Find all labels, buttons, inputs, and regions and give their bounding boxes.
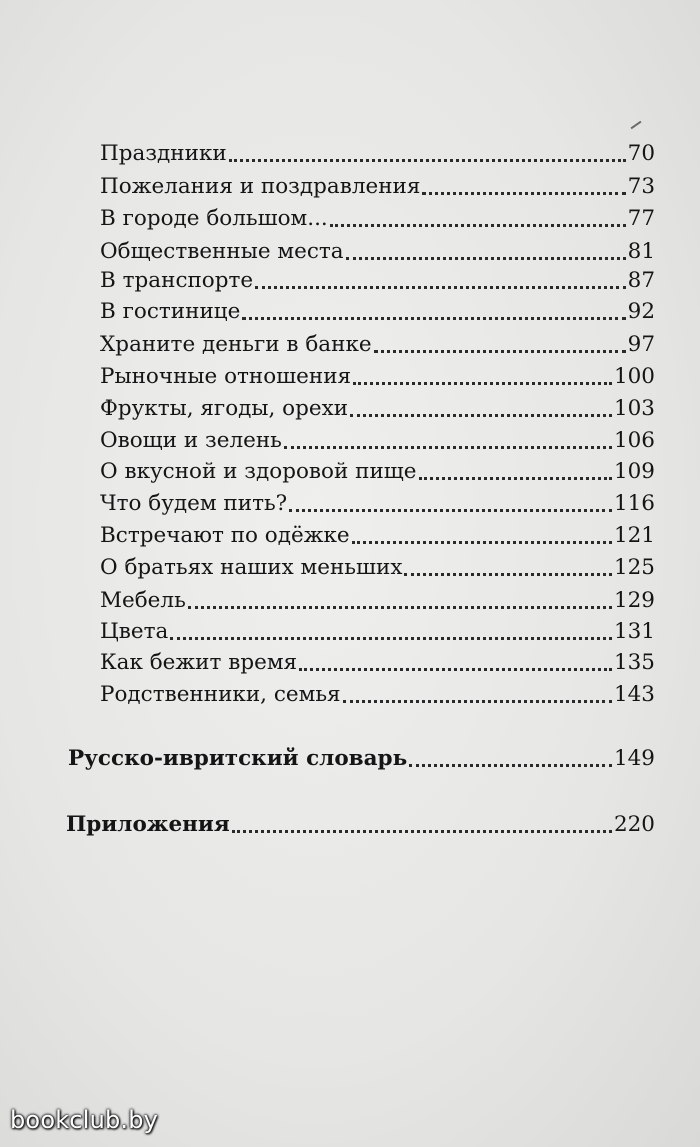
toc-entry[interactable] — [100, 521, 655, 551]
toc-leader-dots — [229, 159, 626, 162]
toc-entry-title: Общественные места — [100, 239, 344, 264]
toc-entry-title: Цвета — [100, 619, 169, 644]
toc-leader-dots — [330, 224, 626, 227]
toc-entry[interactable] — [100, 362, 655, 392]
toc-leader-dots — [352, 541, 612, 544]
toc-entry-page: 70 — [627, 141, 655, 166]
watermark-text: bookclub.by — [10, 1106, 159, 1134]
toc-section-page: 220 — [613, 812, 655, 837]
toc-entry-title: В городе большом... — [100, 206, 328, 231]
toc-entry[interactable] — [100, 489, 655, 519]
toc-leader-dots — [404, 573, 611, 576]
toc-entry[interactable] — [100, 394, 655, 424]
toc-entry-title: Мебель — [100, 588, 186, 613]
toc-entry-page: 129 — [613, 588, 655, 613]
toc-entry-page: 109 — [613, 459, 655, 484]
toc-leader-dots — [409, 764, 612, 767]
toc-entry-title: Храните деньги в банке — [100, 332, 372, 357]
toc-section-dictionary[interactable] — [68, 744, 655, 774]
toc-leader-dots — [299, 668, 612, 671]
toc-entry-page: 92 — [627, 299, 655, 324]
toc-entry-title: В гостинице — [100, 299, 241, 324]
toc-entry-page: 143 — [613, 682, 655, 707]
toc-entry-page: 131 — [613, 619, 655, 644]
toc-entry[interactable] — [100, 457, 655, 487]
toc-section-page: 149 — [613, 746, 655, 771]
toc-entry[interactable] — [100, 617, 655, 647]
toc-entry-title: Что будем пить? — [100, 491, 288, 516]
toc-entry-page: 125 — [613, 555, 655, 580]
toc-leader-dots — [242, 317, 625, 320]
toc-entry[interactable] — [100, 204, 655, 234]
toc-entry-page: 77 — [627, 206, 655, 231]
toc-leader-dots — [350, 414, 612, 417]
toc-leader-dots — [346, 257, 626, 260]
toc-leader-dots — [284, 446, 612, 449]
toc-entry-page: 81 — [627, 239, 655, 264]
toc-leader-dots — [289, 509, 612, 512]
toc-entry-page: 103 — [613, 396, 655, 421]
toc-leader-dots — [422, 192, 625, 195]
toc-leader-dots — [188, 606, 612, 609]
toc-leader-dots — [353, 382, 612, 385]
toc-section-title: Приложения — [66, 812, 230, 837]
toc-leader-dots — [419, 477, 612, 480]
toc-entry-title: Рыночные отношения — [100, 364, 352, 389]
toc-entry[interactable] — [100, 237, 655, 267]
toc-entry[interactable] — [100, 139, 655, 169]
toc-entry-title: В транспорте — [100, 268, 254, 293]
toc-entry-page: 135 — [613, 650, 655, 675]
toc-leader-dots — [343, 700, 612, 703]
toc-entry-page: 97 — [627, 332, 655, 357]
toc-entry-page: 116 — [613, 491, 655, 516]
toc-section-appendices[interactable] — [66, 810, 655, 840]
toc-entry[interactable] — [100, 297, 655, 327]
toc-entry-page: 106 — [613, 428, 655, 453]
toc-entry-title: Фрукты, ягоды, орехи — [100, 396, 349, 421]
toc-entry-title: Праздники — [100, 141, 227, 166]
toc-entry[interactable] — [100, 266, 655, 296]
toc-entry-title: О вкусной и здоровой пище — [100, 459, 417, 484]
toc-entry[interactable] — [100, 172, 655, 202]
toc-entry-title: Овощи и зелень — [100, 428, 282, 453]
toc-leader-dots — [170, 637, 612, 640]
toc-entry-page: 121 — [613, 523, 655, 548]
toc-entry-page: 87 — [627, 268, 655, 293]
toc-entry[interactable] — [100, 586, 655, 616]
toc-entry[interactable] — [100, 680, 655, 710]
toc-leader-dots — [232, 830, 612, 833]
show-through-text — [110, 40, 115, 58]
toc-entry-page: 100 — [613, 364, 655, 389]
toc-entry-title: Пожелания и поздравления — [100, 174, 421, 199]
toc-entry-page: 73 — [627, 174, 655, 199]
toc-entry[interactable] — [100, 426, 655, 456]
page-mark — [631, 121, 642, 130]
toc-entry-title: Встречают по одёжке — [100, 523, 350, 548]
toc-entry-title: Родственники, семья — [100, 682, 341, 707]
toc-leader-dots — [374, 350, 626, 353]
toc-entry[interactable] — [100, 330, 655, 360]
toc-entry-title: О братьях наших меньших — [100, 555, 403, 580]
toc-entry-title: Как бежит время — [100, 650, 298, 675]
toc-entry[interactable] — [100, 553, 655, 583]
toc-leader-dots — [255, 286, 626, 289]
toc-section-title: Русско-ивритский словарь — [68, 746, 408, 771]
toc-entry[interactable] — [100, 648, 655, 678]
